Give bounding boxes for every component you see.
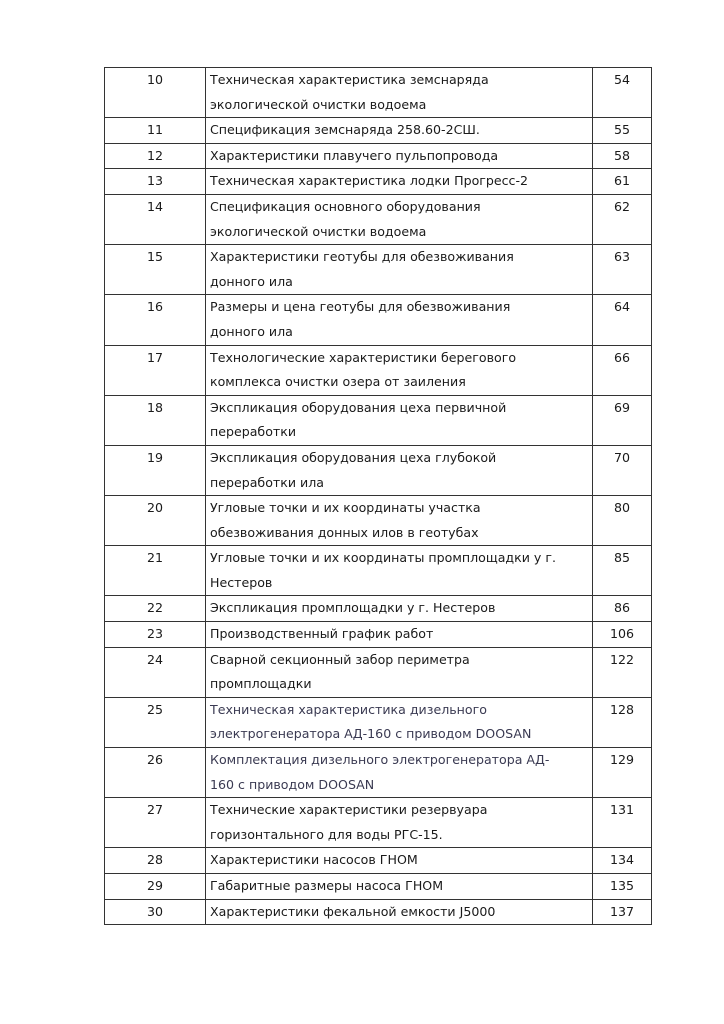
- row-page-number: 128: [593, 697, 652, 747]
- table-row: [105, 546, 652, 596]
- row-title-line: Техническая характеристика лодки Прогресс-2: [210, 173, 529, 189]
- row-title-line: комплекса очистки озера от заиления: [210, 374, 466, 390]
- row-page-number: 55: [593, 118, 652, 144]
- table-row: [105, 68, 652, 118]
- row-title: [206, 245, 593, 295]
- row-number: 10: [105, 68, 206, 118]
- row-number: 20: [105, 496, 206, 546]
- table-row: [105, 118, 652, 144]
- row-page-number: 63: [593, 245, 652, 295]
- row-title: [206, 798, 593, 848]
- table-row: [105, 596, 652, 622]
- row-page-number: 106: [593, 622, 652, 648]
- row-title-line: промплощадки: [210, 676, 312, 692]
- table-row: [105, 647, 652, 697]
- row-title: [206, 395, 593, 445]
- row-page-number: 61: [593, 169, 652, 195]
- table-row: [105, 245, 652, 295]
- row-title: [206, 899, 593, 925]
- row-number: 30: [105, 899, 206, 925]
- row-title-line: донного ила: [210, 273, 293, 289]
- row-title-line: Нестеров: [210, 574, 273, 590]
- table-row: [105, 874, 652, 900]
- row-number: 22: [105, 596, 206, 622]
- row-title-line: Технические характеристики резервуара: [210, 802, 488, 818]
- row-title: [206, 622, 593, 648]
- row-title: [206, 546, 593, 596]
- row-number: 18: [105, 395, 206, 445]
- table-row: [105, 848, 652, 874]
- row-title-line: Экспликация оборудования цеха глубокой: [210, 449, 497, 465]
- row-title-line: Техническая характеристика дизельного: [210, 701, 487, 717]
- table-row: [105, 295, 652, 345]
- row-title: [206, 445, 593, 495]
- row-number: 24: [105, 647, 206, 697]
- table-row: [105, 194, 652, 244]
- table-row: [105, 143, 652, 169]
- row-page-number: 70: [593, 445, 652, 495]
- table-row: [105, 622, 652, 648]
- row-title: [206, 345, 593, 395]
- table-row: [105, 496, 652, 546]
- row-page-number: 54: [593, 68, 652, 118]
- table-row: [105, 697, 652, 747]
- row-title: [206, 295, 593, 345]
- row-title-line: Размеры и цена геотубы для обезвоживания: [210, 299, 511, 315]
- row-page-number: 64: [593, 295, 652, 345]
- row-page-number: 122: [593, 647, 652, 697]
- row-page-number: 85: [593, 546, 652, 596]
- row-title-line: Характеристики насосов ГНОМ: [210, 852, 418, 868]
- row-title-line: Технологические характеристики берегового: [210, 349, 517, 365]
- table-row: [105, 445, 652, 495]
- row-number: 13: [105, 169, 206, 195]
- row-title-line: экологической очистки водоема: [210, 96, 427, 112]
- row-title-line: обезвоживания донных илов в геотубах: [210, 524, 479, 540]
- table-row: [105, 899, 652, 925]
- row-title-line: Спецификация основного оборудования: [210, 198, 481, 214]
- row-title-line: Характеристики геотубы для обезвоживания: [210, 249, 514, 265]
- row-page-number: 137: [593, 899, 652, 925]
- toc-body: [105, 68, 652, 925]
- row-title: [206, 848, 593, 874]
- row-title: [206, 697, 593, 747]
- row-title: [206, 169, 593, 195]
- row-title-line: Спецификация земснаряда 258.60-2СШ.: [210, 122, 480, 138]
- row-title-line: переработки: [210, 424, 297, 440]
- row-title-line: Характеристики плавучего пульпопровода: [210, 147, 499, 163]
- row-title-line: горизонтального для воды РГС-15.: [210, 826, 443, 842]
- table-of-contents: [104, 67, 652, 925]
- row-number: 11: [105, 118, 206, 144]
- row-title-line: Угловые точки и их координаты промплощадки у г.: [210, 550, 556, 566]
- row-number: 14: [105, 194, 206, 244]
- row-title: [206, 496, 593, 546]
- row-title-line: Угловые точки и их координаты участка: [210, 500, 481, 516]
- row-title: [206, 596, 593, 622]
- row-page-number: 58: [593, 143, 652, 169]
- row-number: 15: [105, 245, 206, 295]
- row-title-line: Характеристики фекальной емкости J5000: [210, 903, 496, 919]
- row-page-number: 86: [593, 596, 652, 622]
- row-number: 19: [105, 445, 206, 495]
- row-number: 17: [105, 345, 206, 395]
- row-title-line: экологической очистки водоема: [210, 223, 427, 239]
- row-number: 28: [105, 848, 206, 874]
- row-number: 16: [105, 295, 206, 345]
- row-title: [206, 143, 593, 169]
- row-title-line: Экспликация промплощадки у г. Нестеров: [210, 600, 496, 616]
- row-page-number: 69: [593, 395, 652, 445]
- row-title: [206, 118, 593, 144]
- row-page-number: 135: [593, 874, 652, 900]
- row-page-number: 66: [593, 345, 652, 395]
- table-row: [105, 345, 652, 395]
- row-number: 26: [105, 748, 206, 798]
- row-page-number: 129: [593, 748, 652, 798]
- row-number: 23: [105, 622, 206, 648]
- row-title: [206, 194, 593, 244]
- row-number: 25: [105, 697, 206, 747]
- row-title: [206, 874, 593, 900]
- row-page-number: 131: [593, 798, 652, 848]
- row-number: 27: [105, 798, 206, 848]
- row-title-line: Сварной секционный забор периметра: [210, 651, 470, 667]
- table-row: [105, 169, 652, 195]
- row-title-line: Комплектация дизельного электрогенератора АД-: [210, 752, 550, 768]
- row-title-line: Техническая характеристика земснаряда: [210, 72, 489, 87]
- row-number: 29: [105, 874, 206, 900]
- row-number: 21: [105, 546, 206, 596]
- row-title-line: Производственный график работ: [210, 626, 434, 642]
- row-title-line: переработки ила: [210, 474, 324, 490]
- row-page-number: 80: [593, 496, 652, 546]
- row-title-line: Экспликация оборудования цеха первичной: [210, 399, 507, 415]
- row-title-line: 160 с приводом DOOSAN: [210, 776, 375, 792]
- row-title-line: электрогенератора АД-160 с приводом DOOSAN: [210, 726, 532, 742]
- row-title: [206, 647, 593, 697]
- row-title-line: донного ила: [210, 323, 293, 339]
- row-page-number: 134: [593, 848, 652, 874]
- table-row: [105, 798, 652, 848]
- row-title: [206, 748, 593, 798]
- table-row: [105, 395, 652, 445]
- row-title: [206, 68, 593, 118]
- table-row: [105, 748, 652, 798]
- row-number: 12: [105, 143, 206, 169]
- row-title-line: Габаритные размеры насоса ГНОМ: [210, 878, 444, 893]
- row-page-number: 62: [593, 194, 652, 244]
